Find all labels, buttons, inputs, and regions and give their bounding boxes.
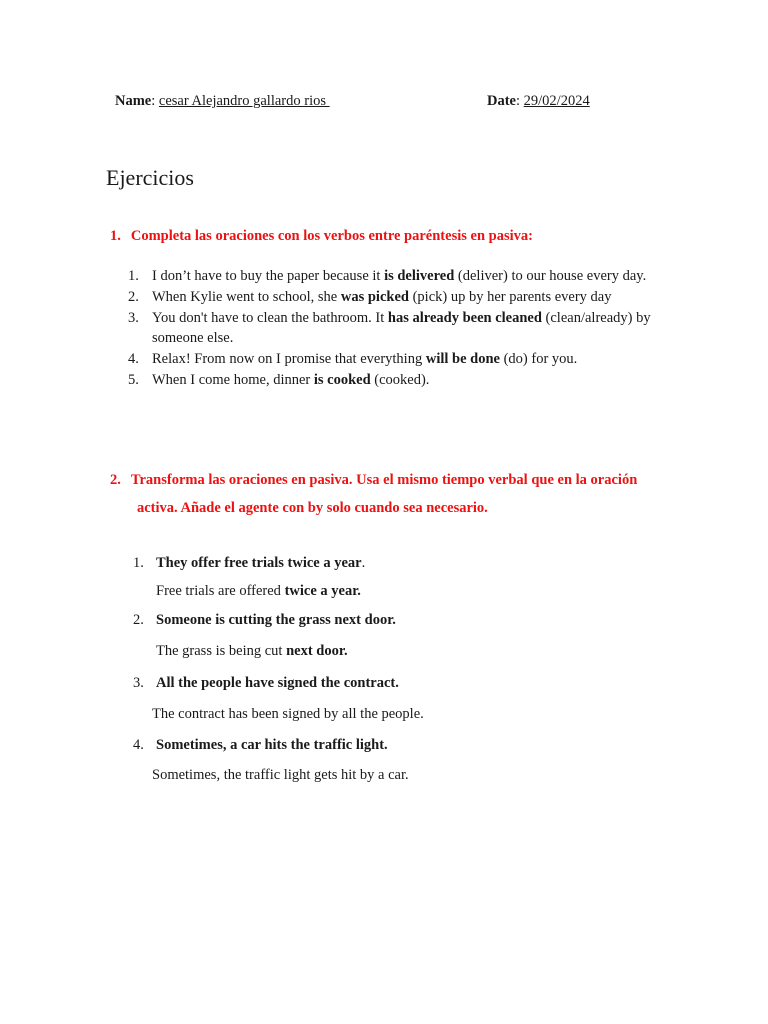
answer-text: Free trials are offered twice a year. (156, 583, 361, 599)
section2-number: 2. (110, 472, 121, 488)
question-text: Someone is cutting the grass next door. (156, 612, 396, 628)
section2-instruction-line1: Transforma las oraciones en pasiva. Usa el mismo tiempo verbal que en la oración (130, 472, 638, 488)
question-text: Sometimes, a car hits the traffic light. (156, 737, 388, 753)
question-number: 2. (133, 612, 144, 628)
question-number: 4. (133, 737, 144, 753)
list-item: 4. Relax! From now on I promise that everything will be done (do) for you. (128, 351, 578, 368)
name-label: Name (115, 93, 152, 109)
section1-heading (110, 226, 533, 246)
answer-text: The grass is being cut next door. (156, 643, 348, 659)
name-value: cesar Alejandro gallardo rios (158, 93, 330, 109)
section1-list (125, 266, 660, 391)
question-text: All the people have signed the contract. (156, 675, 399, 691)
page-title: Ejercicios (106, 165, 194, 190)
section1-instruction: Completa las oraciones con los verbos entre paréntesis en pasiva: (130, 228, 533, 244)
section2-instruction-line2: activa. Añade el agente con by solo cuando sea necesario. (137, 500, 488, 516)
date-label: Date (487, 93, 516, 109)
date-value: 29/02/2024 (523, 93, 590, 109)
answer-text: The contract has been signed by all the people. (152, 706, 424, 722)
list-item: 2. When Kylie went to school, she was picked (pick) up by her parents every day (128, 288, 612, 305)
section1-number: 1. (110, 228, 121, 244)
answer-text: Sometimes, the traffic light gets hit by a car. (152, 767, 409, 783)
list-item: 5. When I come home, dinner is cooked (cooked). (128, 371, 430, 388)
question-text: They offer free trials twice a year. (156, 555, 366, 571)
name-field: Name: cesar Alejandro gallardo rios (115, 93, 330, 109)
section2-heading (110, 470, 637, 490)
list-item: 1. I don’t have to buy the paper because it is delivered (deliver) to our house every day. (128, 268, 647, 284)
question-number: 1. (133, 555, 144, 571)
date-field: Date: 29/02/2024 (487, 93, 590, 109)
question-number: 3. (133, 675, 144, 691)
list-item: 3. You don't have to clean the bathroom. It has already been cleaned (clean/already) by someone else. (128, 309, 651, 347)
